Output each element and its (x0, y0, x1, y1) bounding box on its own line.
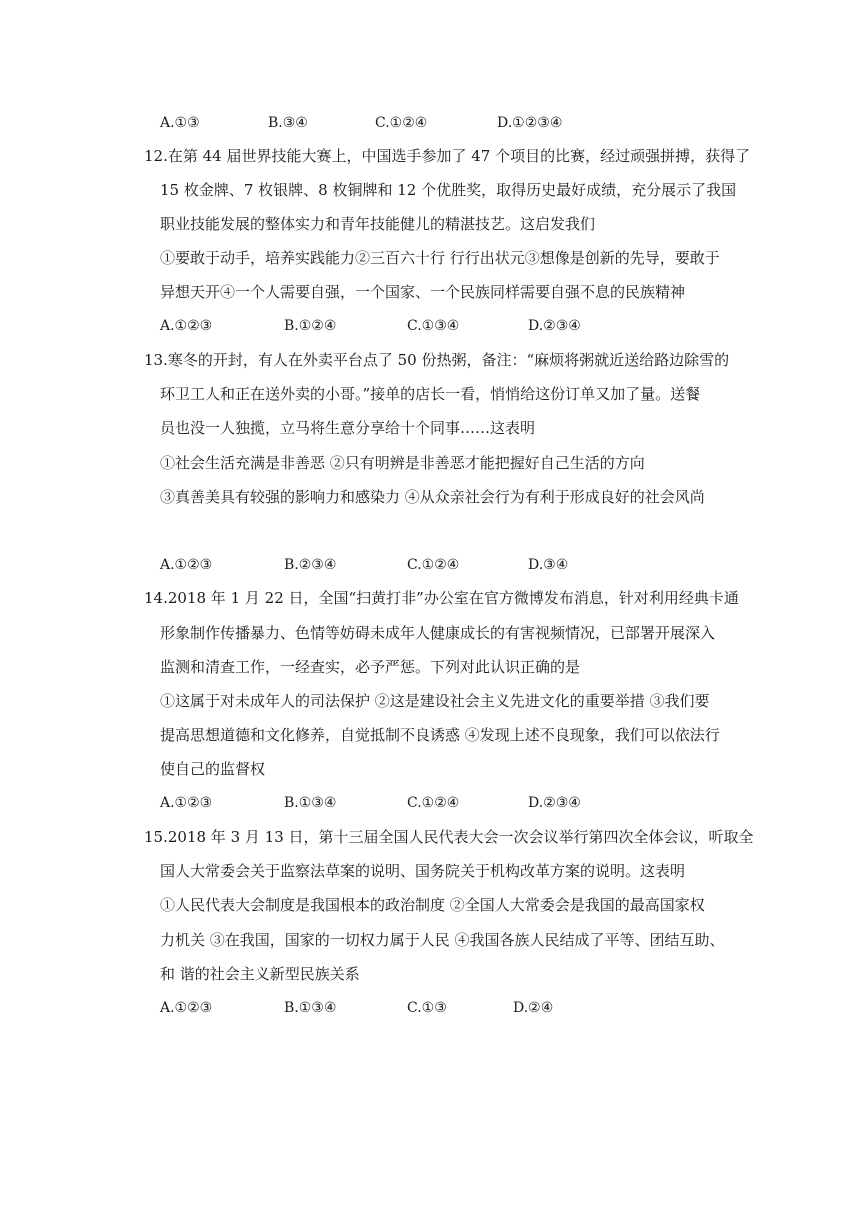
q13-statement-line: ①社会生活充满是非善恶 ②只有明辨是非善恶才能把握好自己生活的方向 (160, 454, 645, 472)
q15-statement-line: 力机关 ③在我国，国家的一切权力属于人民 ④我国各族人民结成了平等、团结互助、 (160, 931, 725, 949)
q14-option-c: C.①②④ (407, 795, 460, 811)
q15-stem-line: 国人大常委会关于监察法草案的说明、国务院关于机构改革方案的说明。这表明 (160, 862, 686, 880)
q12-stem-line: 职业技能发展的整体实力和青年技能健儿的精湛技艺。这启发我们 (160, 215, 596, 233)
q13-stem-line: 13.寒冬的开封，有人在外卖平台点了 50 份热粥，备注：“麻烦将粥就近送给路边除雪的 (144, 351, 730, 369)
q13-option-c: C.①②④ (407, 557, 460, 573)
q15-option-b: B.①③④ (284, 1000, 337, 1016)
q13-option-b: B.②③④ (284, 557, 337, 573)
q12-option-b: B.①②④ (284, 318, 337, 334)
q13-option-d: D.③④ (528, 557, 569, 573)
q14-statement-line: ①这属于对未成年人的司法保护 ②这是建设社会主义先进文化的重要举措 ③我们要 (160, 692, 710, 710)
q15-stem-line: 15.2018 年 3 月 13 日，第十三届全国人民代表大会一次会议举行第四次全体会议，听取全 (144, 828, 754, 846)
q14-options (160, 793, 760, 813)
q12-stem-line: 15 枚金牌、7 枚银牌、8 枚铜牌和 12 个优胜奖，取得历史最好成绩，充分展示了我国 (160, 181, 737, 199)
q12-option-c: C.①③④ (407, 318, 460, 334)
q13-statement-line: ③真善美具有较强的影响力和感染力 ④从众亲社会行为有利于形成良好的社会风尚 (160, 488, 705, 506)
q15-statement-line: ①人民代表大会制度是我国根本的政治制度 ②全国人大常委会是我国的最高国家权 (160, 896, 705, 914)
q14-stem-line: 14.2018 年 1 月 22 日，全国“扫黄打非”办公室在官方微博发布消息，针对利用经典卡通 (144, 589, 739, 607)
q13-stem-line: 环卫工人和正在送外卖的小哥。”接单的店长一看，悄悄给这份订单又加了量。送餐 (160, 385, 701, 403)
q14-option-d: D.②③④ (528, 795, 581, 811)
q15-option-d: D.②④ (513, 1000, 554, 1016)
q11-option-b: B.③④ (268, 115, 308, 131)
q15-statement-line: 和 谐的社会主义新型民族关系 (160, 965, 360, 983)
q14-statement-line: 使自己的监督权 (160, 760, 266, 778)
q12-option-d: D.②③④ (528, 318, 581, 334)
q15-option-a: A.①②③ (160, 1000, 213, 1016)
q13-options (160, 555, 760, 575)
q11-option-d: D.①②③④ (497, 115, 563, 131)
q11-option-c: C.①②④ (375, 115, 428, 131)
q12-statement-line: 异想天开④一个人需要自强，一个国家、一个民族同样需要自强不息的民族精神 (160, 283, 686, 301)
q14-stem-line: 形象制作传播暴力、色情等妨碍未成年人健康成长的有害视频情况，已部署开展深入 (160, 624, 716, 642)
q14-option-a: A.①②③ (160, 795, 213, 811)
q15-option-c: C.①③ (407, 1000, 447, 1016)
q15-options (160, 998, 760, 1018)
q13-stem-line: 员也没一人独揽，立马将生意分享给十个同事……这表明 (160, 419, 536, 437)
q14-statement-line: 提高思想道德和文化修养，自觉抵制不良诱惑 ④发现上述不良现象，我们可以依法行 (160, 726, 720, 744)
q12-statement-line: ①要敢于动手，培养实践能力②三百六十行 行行出状元③想像是创新的先导，要敢于 (160, 249, 720, 267)
q11-options (160, 113, 760, 133)
q12-option-a: A.①②③ (160, 318, 213, 334)
q13-option-a: A.①②③ (160, 557, 213, 573)
q12-stem-line: 12.在第 44 届世界技能大赛上，中国选手参加了 47 个项目的比赛，经过顽强拼搏，获得了 (144, 147, 751, 165)
q14-stem-line: 监测和清查工作，一经查实，必予严惩。下列对此认识正确的是 (160, 658, 581, 676)
q14-option-b: B.①③④ (284, 795, 337, 811)
q12-options (160, 316, 760, 336)
q11-option-a: A.①③ (160, 115, 200, 131)
